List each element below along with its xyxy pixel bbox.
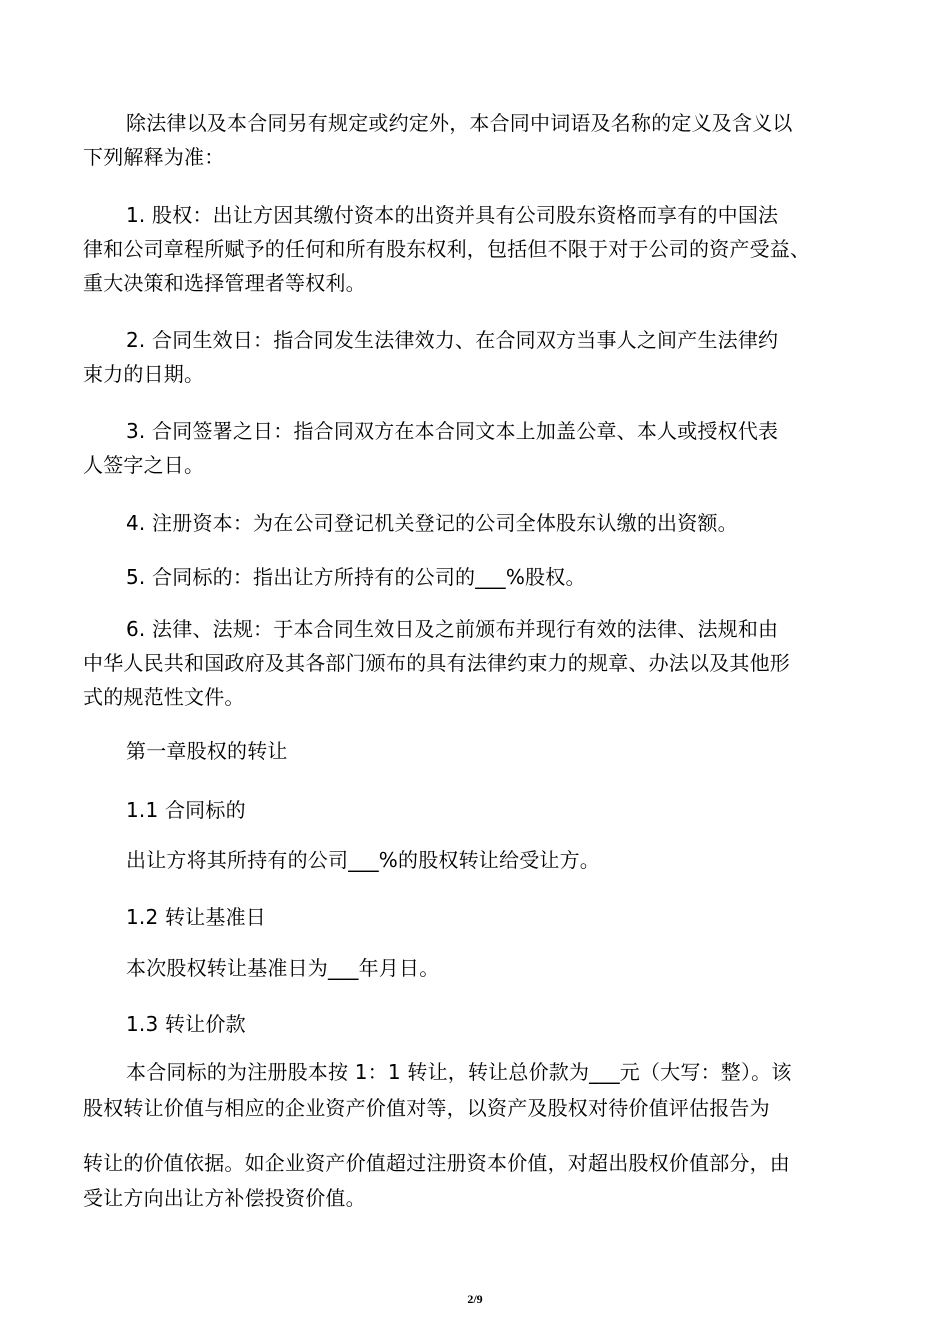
intro-line-2: 下列解释为准： — [83, 145, 225, 169]
definition-6-line-2: 中华人民共和国政府及其各部门颁布的具有法律约束力的规章、办法以及其他形 — [83, 651, 790, 675]
chapter-title: 第一章股权的转让 — [126, 739, 288, 763]
section-1-2-heading: 1.2 转让基准日 — [126, 905, 266, 929]
section-1-3-line-1: 本合同标的为注册股本按 1：1 转让，转让总价款为___元（大写：整）。该 — [126, 1060, 792, 1084]
section-1-2-text: 本次股权转让基准日为___年月日。 — [126, 956, 440, 980]
section-1-3-line-4: 受让方向出让方补偿投资价值。 — [83, 1186, 366, 1210]
page-number: 2/9 — [467, 1292, 483, 1306]
definition-6-line-1: 6. 法律、法规：于本合同生效日及之前颁布并现行有效的法律、法规和由 — [126, 617, 779, 641]
definition-1-line-1: 1. 股权：出让方因其缴付资本的出资并具有公司股东资格而享有的中国法 — [126, 203, 779, 227]
definition-6-line-3: 式的规范性文件。 — [83, 685, 245, 709]
definition-4-line-1: 4. 注册资本：为在公司登记机关登记的公司全体股东认缴的出资额。 — [126, 511, 738, 535]
definition-2-line-2: 束力的日期。 — [83, 362, 205, 386]
definition-5-line-1: 5. 合同标的：指出让方所持有的公司的___%股权。 — [126, 565, 586, 589]
section-1-1-text: 出让方将其所持有的公司___%的股权转让给受让方。 — [126, 848, 601, 872]
section-1-3-line-3: 转让的价值依据。如企业资产价值超过注册资本价值，对超出股权价值部分，由 — [83, 1151, 790, 1175]
definition-3-line-2: 人签字之日。 — [83, 453, 205, 477]
section-1-1-heading: 1.1 合同标的 — [126, 798, 246, 822]
definition-1-line-2: 律和公司章程所赋予的任何和所有股东权利，包括但不限于对于公司的资产受益、 — [83, 237, 811, 261]
definition-3-line-1: 3. 合同签署之日：指合同双方在本合同文本上加盖公章、本人或授权代表 — [126, 419, 779, 443]
intro-line-1: 除法律以及本合同另有规定或约定外，本合同中词语及名称的定义及含义以 — [126, 111, 793, 135]
section-1-3-heading: 1.3 转让价款 — [126, 1012, 246, 1036]
definition-2-line-1: 2. 合同生效日：指合同发生法律效力、在合同双方当事人之间产生法律约 — [126, 328, 779, 352]
section-1-3-line-2: 股权转让价值与相应的企业资产价值对等，以资产及股权对待价值评估报告为 — [83, 1096, 770, 1120]
definition-1-line-3: 重大决策和选择管理者等权利。 — [83, 271, 366, 295]
